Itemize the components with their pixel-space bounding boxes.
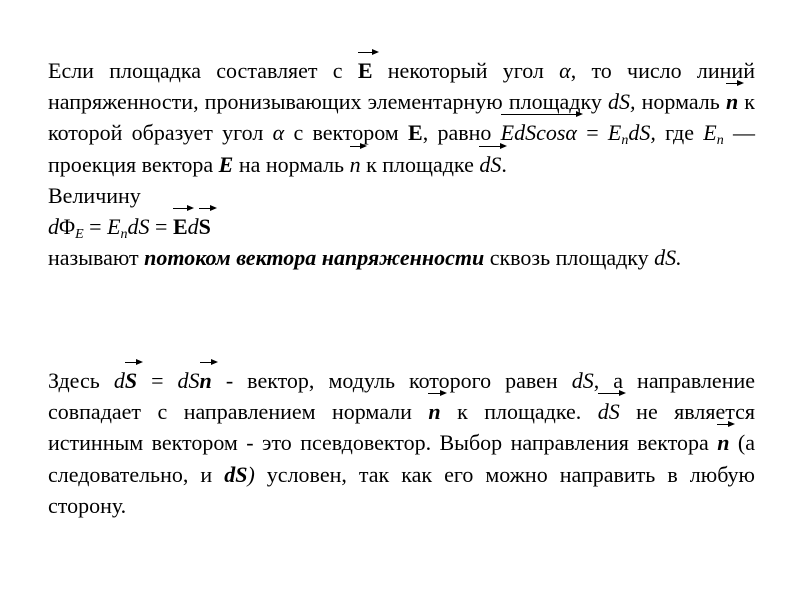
text-run: к которой образует угол bbox=[48, 89, 755, 146]
text-run: = bbox=[137, 368, 178, 393]
text-run: условен, так как его можно направить в любую сторону. bbox=[48, 461, 755, 518]
vector-e: E bbox=[358, 55, 373, 86]
symbol-e: E bbox=[218, 151, 234, 177]
text-run: к площадке bbox=[360, 151, 480, 177]
text-run: = bbox=[83, 214, 108, 240]
subscript-e: E bbox=[75, 227, 84, 243]
text-run: (а следовательно, и bbox=[48, 430, 756, 487]
text-run: = bbox=[576, 120, 608, 146]
symbol-e: E bbox=[703, 120, 717, 146]
text-run: к площадке. bbox=[440, 399, 598, 425]
formula-edscos: EdScosα bbox=[501, 117, 577, 148]
symbol-ds: dS bbox=[224, 461, 248, 487]
vector-ds: dS bbox=[479, 149, 501, 180]
formula-flux bbox=[48, 211, 755, 242]
text-block-notes bbox=[48, 365, 755, 521]
text-run: называют bbox=[48, 245, 145, 271]
symbol-ds: dS bbox=[127, 214, 150, 240]
symbol-ds: dS bbox=[571, 368, 594, 393]
symbol-ds: dS. bbox=[654, 245, 682, 271]
text-run: не является истинным вектором - это псевдовектор. Выбор направления вектора bbox=[48, 399, 755, 456]
symbol-phi: Φ bbox=[59, 214, 76, 240]
text-run: некоторый угол bbox=[372, 58, 560, 83]
text-run: . bbox=[501, 151, 507, 177]
symbol-d: d bbox=[113, 368, 125, 393]
text-run: — проекция вектора bbox=[48, 120, 755, 177]
text-run: Здесь bbox=[48, 368, 114, 393]
text-run: с вектором bbox=[284, 120, 408, 146]
vector-s: S bbox=[125, 365, 137, 396]
text-block-main bbox=[48, 55, 755, 273]
text-run: = bbox=[149, 214, 173, 240]
symbol-e: E bbox=[408, 120, 423, 146]
paragraph-magnitude-label bbox=[48, 180, 755, 211]
vector-n: n bbox=[350, 149, 361, 180]
text-run: сквозь площадку bbox=[484, 245, 655, 271]
term-flux: потоком вектора напряженности bbox=[144, 245, 485, 271]
text-run: , равно bbox=[422, 120, 501, 146]
symbol-alpha: α bbox=[559, 58, 571, 83]
vector-s: S bbox=[199, 211, 211, 242]
vector-n: n bbox=[726, 86, 738, 117]
vector-n: n bbox=[200, 365, 212, 396]
symbol-e: E bbox=[607, 120, 622, 146]
text-run: на нормаль bbox=[233, 151, 350, 177]
subscript-n: n bbox=[621, 133, 629, 149]
symbol-ds: dS, bbox=[608, 89, 636, 115]
vector-e: E bbox=[173, 211, 188, 242]
symbol-ds: dS bbox=[177, 368, 200, 393]
paragraph-flux-definition bbox=[48, 55, 755, 180]
subscript-n: n bbox=[716, 133, 724, 149]
paragraph-flux-term bbox=[48, 242, 755, 273]
vector-n: n bbox=[428, 396, 440, 427]
text-run: нормаль bbox=[635, 89, 726, 115]
text-run: , а направление совпадает с направлением нормали bbox=[48, 368, 755, 425]
symbol-alpha: α bbox=[272, 120, 285, 146]
text-run: Если площадка составляет с bbox=[48, 58, 358, 83]
symbol-e: E bbox=[107, 214, 121, 240]
text-run: ) bbox=[247, 461, 255, 487]
text-run: где bbox=[655, 120, 704, 146]
paragraph-pseudovector bbox=[48, 365, 755, 521]
symbol-d: d bbox=[187, 214, 199, 240]
subscript-n: n bbox=[120, 227, 128, 243]
symbol-ds: dS, bbox=[628, 120, 656, 146]
text-run: Величину bbox=[48, 182, 141, 208]
text-run: - вектор, модуль которого равен bbox=[211, 368, 572, 393]
vector-ds: dS bbox=[598, 396, 620, 427]
vector-n: n bbox=[717, 427, 729, 458]
text-run: , то число линий напряженности, пронизывающих элементарную площадку bbox=[48, 58, 755, 115]
symbol-d: d bbox=[48, 214, 59, 240]
